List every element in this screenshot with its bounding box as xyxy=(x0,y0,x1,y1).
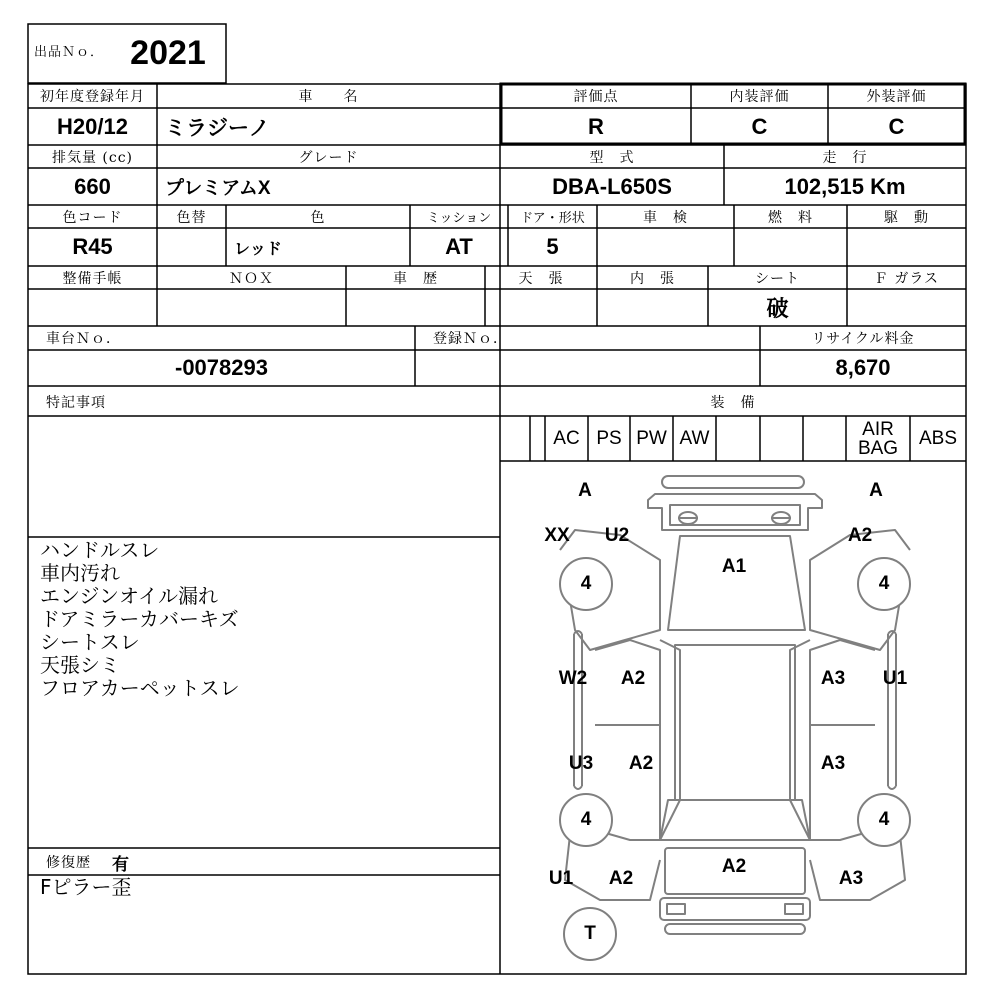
seat-value: 破 xyxy=(766,296,789,321)
damage-front-left: A xyxy=(578,480,592,501)
grade-value: プレミアムX xyxy=(165,178,271,199)
color-code-value: R45 xyxy=(72,234,113,259)
note-item: 天張シミ xyxy=(40,653,120,677)
repair-history-value: 有 xyxy=(112,854,129,874)
score-label: 評価点 xyxy=(573,89,619,105)
damage-left-w2: W2 xyxy=(558,668,588,689)
roof-liner-label: 天 張 xyxy=(518,270,564,287)
fuel-value xyxy=(734,228,847,266)
interior-trim-label: 内 張 xyxy=(630,270,675,287)
interior-trim-value xyxy=(597,289,708,326)
tire-front-right: 4 xyxy=(857,557,911,611)
seat-label: シート xyxy=(755,270,800,287)
car-diagram xyxy=(520,470,950,970)
equipment-pw: PW xyxy=(636,427,667,449)
front-glass-value xyxy=(847,289,966,326)
inspection-label: 車 検 xyxy=(643,209,688,226)
maintenance-book-label: 整備手帳 xyxy=(62,270,123,287)
drive-value xyxy=(847,228,966,266)
door-label: ドア・形状 xyxy=(520,211,585,226)
first-registration-label: 初年度登録年月 xyxy=(40,89,145,105)
note-item: フロアカーペットスレ xyxy=(40,676,240,700)
interior-grade-value: C xyxy=(751,113,768,139)
model-value: DBA-L650S xyxy=(552,173,672,199)
damage-right-u1: U1 xyxy=(882,668,908,689)
color-label: 色 xyxy=(310,209,326,226)
drive-label: 駆 動 xyxy=(884,209,929,226)
car-name-label: 車 名 xyxy=(298,89,359,105)
displacement-label: 排気量 (cc) xyxy=(51,149,134,166)
equipment-label: 装 備 xyxy=(710,395,756,411)
damage-fr-a2: A2 xyxy=(847,525,873,546)
model-label: 型 式 xyxy=(589,149,635,166)
damage-front-right: A xyxy=(869,480,883,501)
equipment-ps: PS xyxy=(596,427,622,449)
first-registration-value: H20/12 xyxy=(57,113,128,139)
chassis-number-value: -0078293 xyxy=(175,355,268,380)
damage-right-a3b: A3 xyxy=(820,753,846,774)
damage-right-a3: A3 xyxy=(820,668,846,689)
car-name-value: ミラジーノ xyxy=(165,116,270,140)
damage-rl-u1: U1 xyxy=(548,868,574,889)
roof-liner-value xyxy=(485,289,597,326)
color-change-label: 色替 xyxy=(176,209,207,226)
nox-label: ＮＯＸ xyxy=(229,270,274,287)
equipment-ac: AC xyxy=(553,427,580,449)
repair-history-label: 修復歴 xyxy=(46,855,91,871)
lot-label: 出品Ｎｏ． xyxy=(34,44,105,60)
chassis-number-label: 車台Ｎｏ． xyxy=(46,331,121,347)
note-item: ハンドルスレ xyxy=(40,538,160,562)
score-value: R xyxy=(588,113,604,139)
note-item: ドアミラーカバーキズ xyxy=(40,607,239,631)
maintenance-book-value xyxy=(28,289,157,326)
grade-label: グレード xyxy=(298,149,359,166)
equipment-airbag: AIR BAG xyxy=(857,418,899,459)
front-glass-label: Ｆ ガラス xyxy=(873,270,940,287)
mileage-value: 102,515 Km xyxy=(784,173,906,199)
mileage-label: 走 行 xyxy=(822,149,868,166)
note-item: 車内汚れ xyxy=(40,561,120,585)
tire-rear-left: 4 xyxy=(559,793,613,847)
damage-trunk: A2 xyxy=(721,856,747,877)
damage-fl-xx: XX xyxy=(544,525,570,546)
damage-left-a2b: A2 xyxy=(628,753,654,774)
door-value: 5 xyxy=(546,234,559,259)
recycle-fee-value: 8,670 xyxy=(835,355,891,380)
registration-number-label: 登録Ｎｏ． xyxy=(433,331,508,347)
notes-label: 特記事項 xyxy=(46,395,106,411)
mission-label: ミッション xyxy=(426,211,492,226)
interior-grade-label: 内装評価 xyxy=(729,89,790,105)
nox-value xyxy=(157,289,346,326)
inspection-value xyxy=(597,228,734,266)
note-item: エンジンオイル漏れ xyxy=(40,584,218,608)
exterior-grade-value: C xyxy=(888,113,905,139)
damage-rr-a3: A3 xyxy=(838,868,864,889)
recycle-fee-label: リサイクル料金 xyxy=(811,331,915,347)
notes-list xyxy=(40,539,490,839)
tire-front-left: 4 xyxy=(559,557,613,611)
displacement-value: 660 xyxy=(74,173,111,199)
tire-rear-right: 4 xyxy=(857,793,911,847)
damage-fl-u2: U2 xyxy=(604,525,630,546)
damage-left-u3: U3 xyxy=(568,753,594,774)
registration-number-value xyxy=(415,350,760,386)
repair-detail: Fピラー歪 xyxy=(40,875,132,899)
color-value: レッド xyxy=(234,240,282,258)
color-change-value xyxy=(157,228,226,266)
spare-tire: T xyxy=(563,907,617,961)
damage-hood: A1 xyxy=(721,556,747,577)
damage-rl-a2: A2 xyxy=(608,868,634,889)
exterior-grade-label: 外装評価 xyxy=(866,89,927,105)
mission-value: AT xyxy=(445,234,473,259)
car-history-value xyxy=(346,289,485,326)
damage-left-a2: A2 xyxy=(620,668,646,689)
note-item: シートスレ xyxy=(40,630,140,654)
car-history-label: 車 歴 xyxy=(393,270,438,287)
fuel-label: 燃 料 xyxy=(768,209,813,226)
lot-number: 2021 xyxy=(130,33,206,72)
equipment-abs: ABS xyxy=(918,427,958,449)
color-code-label: 色コード xyxy=(62,209,123,226)
equipment-aw: AW xyxy=(679,427,710,449)
